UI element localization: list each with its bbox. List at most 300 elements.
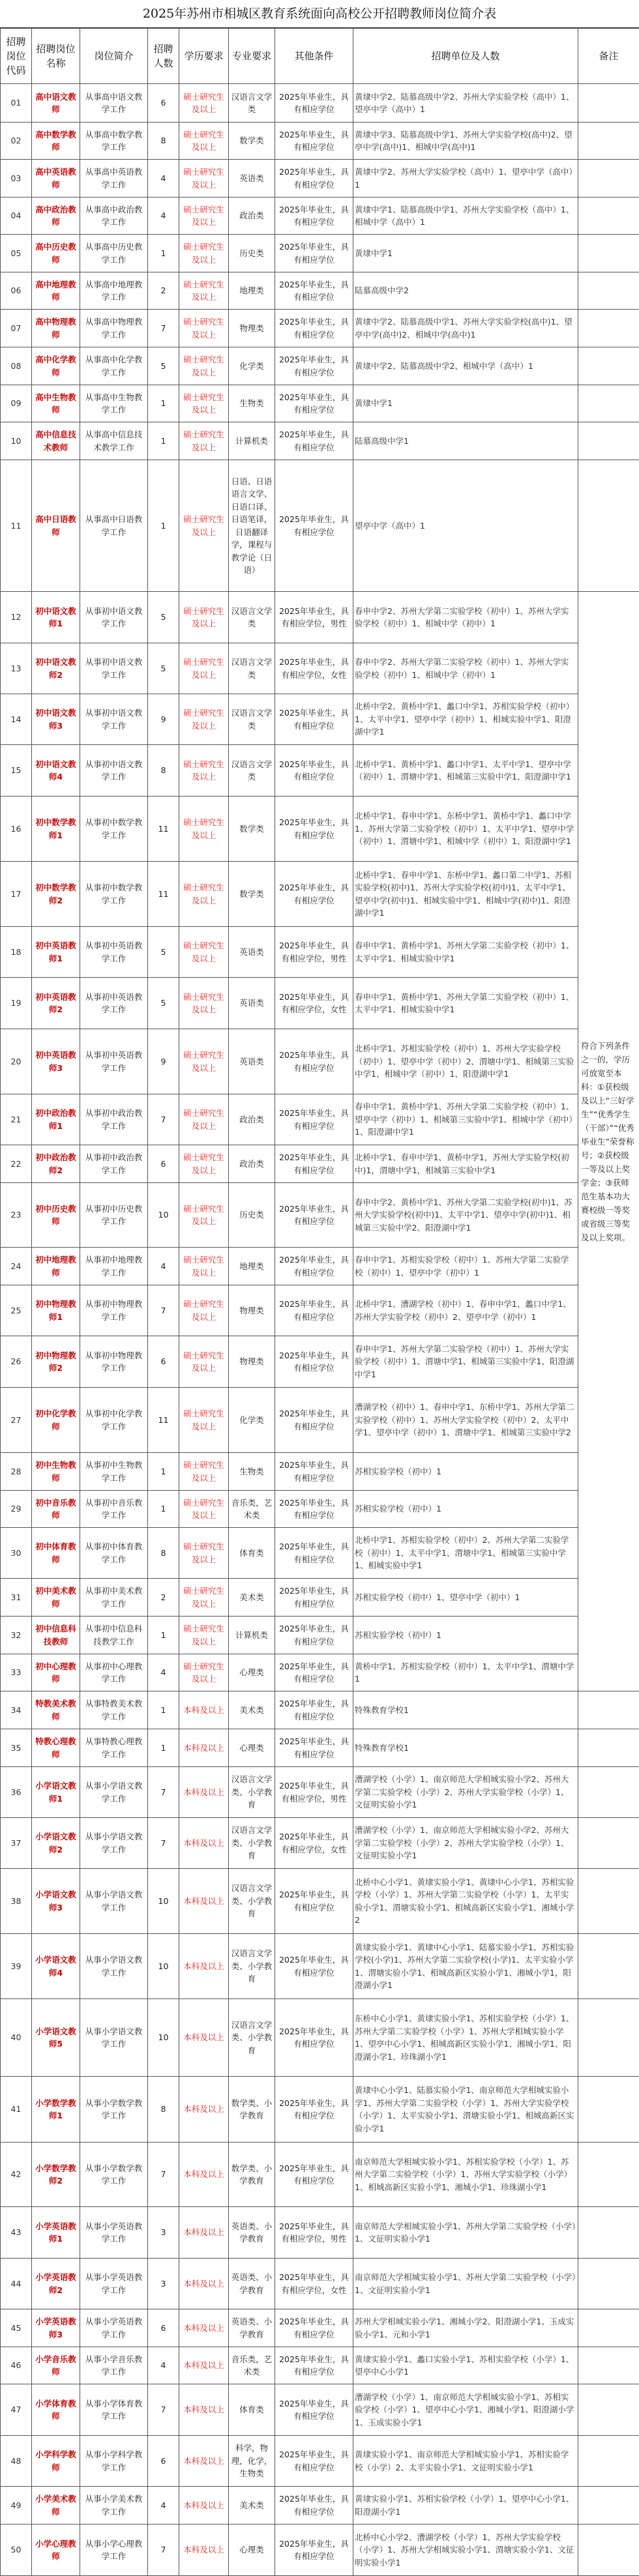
position-name: 高中语文教师 xyxy=(32,84,80,123)
remark xyxy=(578,123,639,160)
hire-count: 1 xyxy=(148,385,179,422)
other-conditions: 2025年毕业生，具有相应学位 xyxy=(275,1579,353,1617)
position-name: 初中生物教师 xyxy=(32,1453,80,1491)
row-code: 14 xyxy=(1,694,32,745)
row-code: 44 xyxy=(1,2259,32,2309)
hire-count: 5 xyxy=(148,978,179,1029)
position-intro: 从事初中地理教学工作 xyxy=(80,1248,148,1285)
education-requirement: 硕士研究生及以上 xyxy=(179,1579,229,1617)
position-name: 小学英语教师1 xyxy=(32,2207,80,2259)
position-intro: 从事高中日语教学工作 xyxy=(80,460,148,592)
table-row xyxy=(1,1388,639,1453)
position-name: 初中数学教师2 xyxy=(32,862,80,927)
row-code: 31 xyxy=(1,1579,32,1617)
row-code: 32 xyxy=(1,1617,32,1654)
row-code: 10 xyxy=(1,422,32,460)
other-conditions: 2025年毕业生，具有相应学位 xyxy=(275,1654,353,1691)
education-requirement: 硕士研究生及以上 xyxy=(179,1094,229,1145)
major-requirement: 日语、日语语言文学、日语口译、日语笔译，日语翻译学，课程与教学论（日语） xyxy=(229,460,275,592)
other-conditions: 2025年毕业生，具有相应学位 xyxy=(275,2384,353,2436)
hiring-units: 漕湖学校（小学）1、南京师范大学相城实验小学2、苏州大学第二实验学校（小学）2、苏州大学实验学校（小学）1、文征明实验小学1 xyxy=(353,1767,578,1818)
other-conditions: 2025年毕业生，具有相应学位 xyxy=(275,1336,353,1388)
other-conditions: 2025年毕业生，具有相应学位 xyxy=(275,1145,353,1183)
hire-count: 2 xyxy=(148,272,179,310)
education-requirement: 硕士研究生及以上 xyxy=(179,1453,229,1491)
row-code: 49 xyxy=(1,2487,32,2525)
hiring-units: 春申中学2、苏州大学第二实验学校（初中）1、苏州大学实验学校（初中）1、相城中学（初中）1 xyxy=(353,592,578,643)
major-requirement: 美术类 xyxy=(229,2487,275,2525)
position-intro: 从事小学语文教学工作 xyxy=(80,1818,148,1869)
hire-count: 5 xyxy=(148,347,179,385)
position-intro: 从事高中语文教学工作 xyxy=(80,84,148,123)
position-name: 特教美术教师 xyxy=(32,1691,80,1729)
other-conditions: 2025年毕业生，具有相应学位，女性 xyxy=(275,643,353,694)
other-conditions: 2025年毕业生，具有相应学位 xyxy=(275,745,353,797)
major-requirement: 物理类 xyxy=(229,1285,275,1336)
table-row xyxy=(1,2487,639,2525)
education-requirement: 本科及以上 xyxy=(179,2347,229,2384)
table-row xyxy=(1,198,639,235)
row-code: 24 xyxy=(1,1248,32,1285)
education-requirement: 本科及以上 xyxy=(179,1934,229,1999)
hiring-units: 春申中学1、苏州大学第二实验学校（初中）1、苏州大学实验学校（初中）1、渭塘中学1、相城第三实验中学1、阳澄湖中学1 xyxy=(353,1336,578,1388)
major-requirement: 体育类 xyxy=(229,1528,275,1579)
hiring-units: 黄埭实验小学1、南京师范大学相城实验小学1、苏相实验学校（小学）2、太平实验小学1、文征明实验小学1 xyxy=(353,2436,578,2487)
education-requirement: 硕士研究生及以上 xyxy=(179,797,229,862)
position-intro: 从事初中体育教学工作 xyxy=(80,1528,148,1579)
position-intro: 从事初中数学教学工作 xyxy=(80,862,148,927)
remark xyxy=(578,1934,639,1999)
major-requirement: 汉语言文学类、小学教育 xyxy=(229,1999,275,2077)
hire-count: 7 xyxy=(148,1767,179,1818)
position-intro: 从事小学英语教学工作 xyxy=(80,2309,148,2347)
position-intro: 从事高中信息技术教学工作 xyxy=(80,422,148,460)
remark xyxy=(578,1818,639,1869)
other-conditions: 2025年毕业生，具有相应学位 xyxy=(275,2143,353,2207)
position-name: 初中语文教师4 xyxy=(32,745,80,797)
position-name: 高中生物教师 xyxy=(32,385,80,422)
hire-count: 2 xyxy=(148,1579,179,1617)
major-requirement: 英语类 xyxy=(229,160,275,198)
position-name: 高中英语教师 xyxy=(32,160,80,198)
hire-count: 1 xyxy=(148,235,179,272)
position-intro: 从事初中语文教学工作 xyxy=(80,694,148,745)
hire-count: 3 xyxy=(148,2259,179,2309)
hiring-units: 黄埭实验小学1、苏相实验学校（小学）1、望亭中心小学1、阳澄湖小学1 xyxy=(353,2487,578,2525)
position-name: 初中体育教师 xyxy=(32,1528,80,1579)
hire-count: 5 xyxy=(148,927,179,978)
position-name: 初中语文教师1 xyxy=(32,592,80,643)
header-major: 专业要求 xyxy=(229,29,275,84)
education-requirement: 硕士研究生及以上 xyxy=(179,1248,229,1285)
table-row xyxy=(1,1869,639,1934)
page-title: 2025年苏州市相城区教育系统面向高校公开招聘教师岗位简介表 xyxy=(0,0,639,28)
hire-count: 11 xyxy=(148,862,179,927)
position-name: 初中英语教师3 xyxy=(32,1029,80,1094)
education-requirement: 硕士研究生及以上 xyxy=(179,310,229,347)
hire-count: 7 xyxy=(148,2525,179,2576)
hiring-units: 春申中学1、黄桥中学1、苏州大学第二实验学校（初中）1、望亭中学（初中）1、相城第三实验中学1、相城中学（初中）1、阳澄湖中学1 xyxy=(353,1094,578,1145)
major-requirement: 汉语言文学类 xyxy=(229,84,275,123)
hiring-units: 北桥中学1、春申中学1、东桥中学1、蠡口第二中学1、苏相实验学校(初中)1、苏州大学实验学校(初中)1、太平中学1、望亭中学(初中)1、相城实验中学1、相城中学(初中)1、阳澄湖中学1 xyxy=(353,862,578,927)
major-requirement: 政治类 xyxy=(229,198,275,235)
major-requirement: 心理类 xyxy=(229,1729,275,1767)
hire-count: 7 xyxy=(148,310,179,347)
other-conditions: 2025年毕业生，具有相应学位，男性 xyxy=(275,2207,353,2259)
table-row xyxy=(1,1729,639,1767)
major-requirement: 生物类 xyxy=(229,1453,275,1491)
other-conditions: 2025年毕业生，具有相应学位 xyxy=(275,694,353,745)
position-intro: 从事初中英语教学工作 xyxy=(80,1029,148,1094)
remark xyxy=(578,2207,639,2259)
position-name: 小学语文教师5 xyxy=(32,1999,80,2077)
row-code: 16 xyxy=(1,797,32,862)
table-row xyxy=(1,272,639,310)
other-conditions: 2025年毕业生，具有相应学位 xyxy=(275,1691,353,1729)
remark xyxy=(578,347,639,385)
row-code: 02 xyxy=(1,123,32,160)
education-requirement: 硕士研究生及以上 xyxy=(179,978,229,1029)
remark xyxy=(578,1869,639,1934)
position-intro: 从事小学语文教学工作 xyxy=(80,1934,148,1999)
position-name: 初中物理教师1 xyxy=(32,1285,80,1336)
header-other: 其他条件 xyxy=(275,29,353,84)
position-intro: 从事小学语文教学工作 xyxy=(80,1869,148,1934)
hire-count: 4 xyxy=(148,2347,179,2384)
major-requirement: 英语类、小学教育 xyxy=(229,2207,275,2259)
hiring-units: 北桥中学1、漕湖学校（初中）1、春申中学1、蠡口中学1、苏州大学实验学校（初中）2、望亭中学（初中）1 xyxy=(353,1285,578,1336)
education-requirement: 本科及以上 xyxy=(179,2525,229,2576)
other-conditions: 2025年毕业生，具有相应学位 xyxy=(275,347,353,385)
table-body xyxy=(1,84,639,2576)
hiring-units: 黄埭中学2、陆慕高级中学2、苏州大学实验学校（高中）1、望亭中学（高中）1 xyxy=(353,84,578,123)
hiring-units: 黄埭中学1 xyxy=(353,385,578,422)
other-conditions: 2025年毕业生，具有相应学位 xyxy=(275,460,353,592)
major-requirement: 汉语言文学类、小学教育 xyxy=(229,1818,275,1869)
major-requirement: 心理类 xyxy=(229,2525,275,2576)
header-count: 招聘人数 xyxy=(148,29,179,84)
other-conditions: 2025年毕业生，具有相应学位 xyxy=(275,2436,353,2487)
remark xyxy=(578,2436,639,2487)
education-requirement: 本科及以上 xyxy=(179,2077,229,2143)
remark xyxy=(578,2347,639,2384)
row-code: 47 xyxy=(1,2384,32,2436)
row-code: 25 xyxy=(1,1285,32,1336)
position-intro: 从事初中语文教学工作 xyxy=(80,643,148,694)
major-requirement: 计算机类 xyxy=(229,422,275,460)
position-name: 初中地理教师 xyxy=(32,1248,80,1285)
table-row xyxy=(1,347,639,385)
position-name: 初中语文教师2 xyxy=(32,643,80,694)
table-row xyxy=(1,694,639,745)
header-position-name: 招聘岗位名称 xyxy=(32,29,80,84)
table-row xyxy=(1,1285,639,1336)
position-name: 初中数学教师1 xyxy=(32,797,80,862)
hire-count: 4 xyxy=(148,1654,179,1691)
other-conditions: 2025年毕业生，具有相应学位 xyxy=(275,422,353,460)
hiring-units: 苏相实验学校（初中）1、望亭中学（初中）1 xyxy=(353,1579,578,1617)
remark-merged: 符合下列条件之一的，学历可放宽至本科：①获校级及以上“三好学生”“优秀学生（干部）”“优秀毕业生”荣誉称号；②获校级一等及以上奖学金；③获师范生基本功大赛校级一等奖或省级三等奖及以上奖项。 xyxy=(578,592,639,1691)
hiring-units: 苏州大学相城实验小学1、湘城小学2、阳澄湖小学1、玉成实验小学1、元和小学1 xyxy=(353,2309,578,2347)
other-conditions: 2025年毕业生，具有相应学位 xyxy=(275,1248,353,1285)
table-row xyxy=(1,1999,639,2077)
position-name: 初中化学教师 xyxy=(32,1388,80,1453)
other-conditions: 2025年毕业生，具有相应学位 xyxy=(275,1617,353,1654)
hiring-units: 春申中学2、黄桥中学1、苏州大学第二实验学校(初中)1、苏州大学实验学校(初中)1、太平中学1、望亭中学(初中)1、相城第三实验中学2、阳澄湖中学1 xyxy=(353,1183,578,1248)
position-intro: 从事特教心理教学工作 xyxy=(80,1729,148,1767)
row-code: 29 xyxy=(1,1491,32,1528)
education-requirement: 硕士研究生及以上 xyxy=(179,1145,229,1183)
row-code: 07 xyxy=(1,310,32,347)
other-conditions: 2025年毕业生，具有相应学位 xyxy=(275,385,353,422)
header-intro: 岗位简介 xyxy=(80,29,148,84)
education-requirement: 本科及以上 xyxy=(179,2487,229,2525)
other-conditions: 2025年毕业生，具有相应学位，女性 xyxy=(275,978,353,1029)
position-name: 小学音乐教师 xyxy=(32,2347,80,2384)
row-code: 39 xyxy=(1,1934,32,1999)
hire-count: 7 xyxy=(148,1094,179,1145)
hire-count: 4 xyxy=(148,2487,179,2525)
major-requirement: 地理类 xyxy=(229,1248,275,1285)
hire-count: 1 xyxy=(148,1729,179,1767)
row-code: 09 xyxy=(1,385,32,422)
table-row xyxy=(1,643,639,694)
hire-count: 7 xyxy=(148,1818,179,1869)
table-row xyxy=(1,1528,639,1579)
table-row xyxy=(1,1818,639,1869)
education-requirement: 本科及以上 xyxy=(179,2259,229,2309)
hiring-units: 黄埭中学2、陆慕高级中学1、苏州大学实验学校(高中)1、望亭中学(高中)2、相城中学(高中)1 xyxy=(353,310,578,347)
position-name: 高中政治教师 xyxy=(32,198,80,235)
position-intro: 从事小学心理教学工作 xyxy=(80,2525,148,2576)
table-row xyxy=(1,422,639,460)
position-intro: 从事初中语文教学工作 xyxy=(80,745,148,797)
major-requirement: 计算机类 xyxy=(229,1617,275,1654)
position-intro: 从事初中美术教学工作 xyxy=(80,1579,148,1617)
remark xyxy=(578,272,639,310)
position-name: 初中政治教师2 xyxy=(32,1145,80,1183)
row-code: 30 xyxy=(1,1528,32,1579)
major-requirement: 音乐类，艺术类 xyxy=(229,2347,275,2384)
education-requirement: 本科及以上 xyxy=(179,1691,229,1729)
hire-count: 7 xyxy=(148,1285,179,1336)
remark xyxy=(578,310,639,347)
position-intro: 从事高中政治教学工作 xyxy=(80,198,148,235)
other-conditions: 2025年毕业生，具有相应学位 xyxy=(275,1388,353,1453)
header-units: 招聘单位及人数 xyxy=(353,29,578,84)
table-row xyxy=(1,2077,639,2143)
hiring-units: 东桥中心小学1、黄埭实验小学1、苏相实验学校（小学）1、苏州大学第二实验学校（小学）1、苏州大学相城实验小学1、望亭中心小学1、相城高新区实验小学1、湘城小学1、阳澄湖小学1、珍珠湖小学1 xyxy=(353,1999,578,2077)
table-row xyxy=(1,2259,639,2309)
hiring-units: 苏相实验学校（初中）1 xyxy=(353,1617,578,1654)
hiring-units: 北桥中心小学1、黄埭实验小学1、黄埭中心小学1、苏相实验学校（小学）1、苏州大学第二实验学校（小学）1、太平实验小学1、渭塘实验小学1、相城高新区实验小学1、湘城小学2 xyxy=(353,1869,578,1934)
education-requirement: 硕士研究生及以上 xyxy=(179,927,229,978)
remark xyxy=(578,2487,639,2525)
other-conditions: 2025年毕业生，具有相应学位 xyxy=(275,1094,353,1145)
remark xyxy=(578,2077,639,2143)
remark xyxy=(578,2384,639,2436)
education-requirement: 硕士研究生及以上 xyxy=(179,198,229,235)
table-row xyxy=(1,927,639,978)
other-conditions: 2025年毕业生，具有相应学位，男性 xyxy=(275,1767,353,1818)
hiring-units: 北桥中学1、苏相实验学校（初中）2、苏州大学第二实验学校（初中）1、太平中学1、渭塘中学1、相城第三实验中学1、相城实验中学1 xyxy=(353,1528,578,1579)
table-row xyxy=(1,1453,639,1491)
position-intro: 从事初中政治教学工作 xyxy=(80,1145,148,1183)
hiring-units: 陆慕高级中学2 xyxy=(353,272,578,310)
position-intro: 从事小学音乐教学工作 xyxy=(80,2347,148,2384)
hiring-units: 特殊教育学校1 xyxy=(353,1691,578,1729)
position-intro: 从事高中数学教学工作 xyxy=(80,123,148,160)
education-requirement: 本科及以上 xyxy=(179,1818,229,1869)
row-code: 41 xyxy=(1,2077,32,2143)
remark xyxy=(578,422,639,460)
remark xyxy=(578,198,639,235)
hiring-units: 黄埭实验小学1、蠡口实验小学1、苏相实验学校（小学）1、望亭中心小学1 xyxy=(353,2347,578,2384)
table-row xyxy=(1,592,639,643)
position-intro: 从事小学英语教学工作 xyxy=(80,2259,148,2309)
other-conditions: 2025年毕业生，具有相应学位 xyxy=(275,235,353,272)
major-requirement: 汉语言文学类 xyxy=(229,694,275,745)
hire-count: 1 xyxy=(148,1617,179,1654)
other-conditions: 2025年毕业生，具有相应学位 xyxy=(275,310,353,347)
education-requirement: 硕士研究生及以上 xyxy=(179,272,229,310)
recruitment-table xyxy=(0,28,639,2576)
hire-count: 6 xyxy=(148,2436,179,2487)
position-name: 高中物理教师 xyxy=(32,310,80,347)
hiring-units: 北桥中学1、黄桥中学1、蠡口中学1、太平中学1、望亭中学（初中）1、渭塘中学1、相城第三实验中学1、阳澄湖中学1 xyxy=(353,745,578,797)
education-requirement: 本科及以上 xyxy=(179,2309,229,2347)
education-requirement: 硕士研究生及以上 xyxy=(179,1183,229,1248)
major-requirement: 数学类、小学教育 xyxy=(229,2143,275,2207)
hiring-units: 春申中学1、苏相实验学校（初中）1、苏州大学第二实验学校（初中）1、望亭中学（初中）1 xyxy=(353,1248,578,1285)
hiring-units: 黄埭实验小学1、黄埭中心小学1、陆慕实验小学1、苏相实验学校(小学)1、苏州大学第二实验学校(小学)1、太平实验小学1、渭塘实验小学1、相城高新区实验小学1、湘城小学1，阳澄湖小学1 xyxy=(353,1934,578,1999)
position-intro: 从事小学美术教学工作 xyxy=(80,2487,148,2525)
other-conditions: 2025年毕业生，具有相应学位 xyxy=(275,1183,353,1248)
education-requirement: 本科及以上 xyxy=(179,1767,229,1818)
education-requirement: 硕士研究生及以上 xyxy=(179,643,229,694)
position-name: 小学英语教师2 xyxy=(32,2259,80,2309)
remark xyxy=(578,1767,639,1818)
position-name: 初中语文教师3 xyxy=(32,694,80,745)
other-conditions: 2025年毕业生，具有相应学位 xyxy=(275,1999,353,2077)
education-requirement: 硕士研究生及以上 xyxy=(179,745,229,797)
major-requirement: 物理类 xyxy=(229,1336,275,1388)
education-requirement: 硕士研究生及以上 xyxy=(179,1491,229,1528)
row-code: 03 xyxy=(1,160,32,198)
hire-count: 7 xyxy=(148,2384,179,2436)
hiring-units: 黄埭中学2、苏州大学实验学校（高中）1、望亭中学（高中）1 xyxy=(353,160,578,198)
major-requirement: 美术类 xyxy=(229,1579,275,1617)
table-row xyxy=(1,1183,639,1248)
header-remark: 备注 xyxy=(578,29,639,84)
major-requirement: 汉语言文学类 xyxy=(229,643,275,694)
major-requirement: 科学，物理，化学，生物类 xyxy=(229,2436,275,2487)
position-name: 小学语文教师1 xyxy=(32,1767,80,1818)
major-requirement: 英语类 xyxy=(229,978,275,1029)
other-conditions: 2025年毕业生，具有相应学位 xyxy=(275,123,353,160)
other-conditions: 2025年毕业生，具有相应学位 xyxy=(275,2309,353,2347)
table-row xyxy=(1,862,639,927)
table-row xyxy=(1,460,639,592)
position-name: 高中数学教师 xyxy=(32,123,80,160)
position-intro: 从事初中物理教学工作 xyxy=(80,1285,148,1336)
row-code: 12 xyxy=(1,592,32,643)
row-code: 05 xyxy=(1,235,32,272)
other-conditions: 2025年毕业生，具有相应学位 xyxy=(275,2077,353,2143)
hire-count: 11 xyxy=(148,797,179,862)
major-requirement: 心理类 xyxy=(229,1654,275,1691)
position-intro: 从事小学英语教学工作 xyxy=(80,2207,148,2259)
table-row xyxy=(1,1248,639,1285)
education-requirement: 硕士研究生及以上 xyxy=(179,592,229,643)
position-name: 小学心理教师 xyxy=(32,2525,80,2576)
remark xyxy=(578,2309,639,2347)
position-intro: 从事初中物理教学工作 xyxy=(80,1336,148,1388)
major-requirement: 化学类 xyxy=(229,1388,275,1453)
hiring-units: 陆慕高级中学1 xyxy=(353,422,578,460)
row-code: 01 xyxy=(1,84,32,123)
remark xyxy=(578,385,639,422)
header-row xyxy=(1,29,639,84)
hire-count: 8 xyxy=(148,745,179,797)
major-requirement: 地理类 xyxy=(229,272,275,310)
major-requirement: 历史类 xyxy=(229,1183,275,1248)
remark xyxy=(578,2259,639,2309)
row-code: 15 xyxy=(1,745,32,797)
hiring-units: 春申中学1、黄桥中学1、苏州大学第二实验学校（初中）1、太平中学1、相城实验中学1 xyxy=(353,927,578,978)
table-row xyxy=(1,1934,639,1999)
row-code: 45 xyxy=(1,2309,32,2347)
table-row xyxy=(1,2525,639,2576)
major-requirement: 美术类 xyxy=(229,1691,275,1729)
other-conditions: 2025年毕业生，具有相应学位 xyxy=(275,198,353,235)
table-row xyxy=(1,1654,639,1691)
row-code: 11 xyxy=(1,460,32,592)
education-requirement: 本科及以上 xyxy=(179,2143,229,2207)
major-requirement: 数学类 xyxy=(229,123,275,160)
hiring-units: 北桥中学1、春申中学1、东桥中学1、黄桥中学1、蠡口中学1、苏州大学第二实验学校（初中）1、太平中学1、望亭中学（初中）1、渭塘中学1、相城中学（初中）1、阳澄湖中学1 xyxy=(353,797,578,862)
education-requirement: 硕士研究生及以上 xyxy=(179,1617,229,1654)
other-conditions: 2025年毕业生，具有相应学位 xyxy=(275,2487,353,2525)
position-name: 高中化学教师 xyxy=(32,347,80,385)
remark xyxy=(578,1999,639,2077)
row-code: 17 xyxy=(1,862,32,927)
position-intro: 从事初中语文教学工作 xyxy=(80,592,148,643)
remark xyxy=(578,1691,639,1729)
education-requirement: 硕士研究生及以上 xyxy=(179,460,229,592)
table-row xyxy=(1,84,639,123)
other-conditions: 2025年毕业生，具有相应学位 xyxy=(275,1453,353,1491)
position-intro: 从事高中化学教学工作 xyxy=(80,347,148,385)
other-conditions: 2025年毕业生，具有相应学位 xyxy=(275,1491,353,1528)
position-name: 初中历史教师 xyxy=(32,1183,80,1248)
table-row xyxy=(1,2436,639,2487)
major-requirement: 汉语言文学类、小学教育 xyxy=(229,1767,275,1818)
hire-count: 1 xyxy=(148,1453,179,1491)
remark xyxy=(578,235,639,272)
position-intro: 从事小学数学教学工作 xyxy=(80,2077,148,2143)
table-row xyxy=(1,2143,639,2207)
table-row xyxy=(1,745,639,797)
position-name: 小学科学教师 xyxy=(32,2436,80,2487)
position-intro: 从事高中历史教学工作 xyxy=(80,235,148,272)
table-row xyxy=(1,1767,639,1818)
position-intro: 从事小学数学教学工作 xyxy=(80,2143,148,2207)
hire-count: 6 xyxy=(148,84,179,123)
position-intro: 从事小学语文教学工作 xyxy=(80,1999,148,2077)
position-name: 初中音乐教师 xyxy=(32,1491,80,1528)
education-requirement: 硕士研究生及以上 xyxy=(179,1388,229,1453)
